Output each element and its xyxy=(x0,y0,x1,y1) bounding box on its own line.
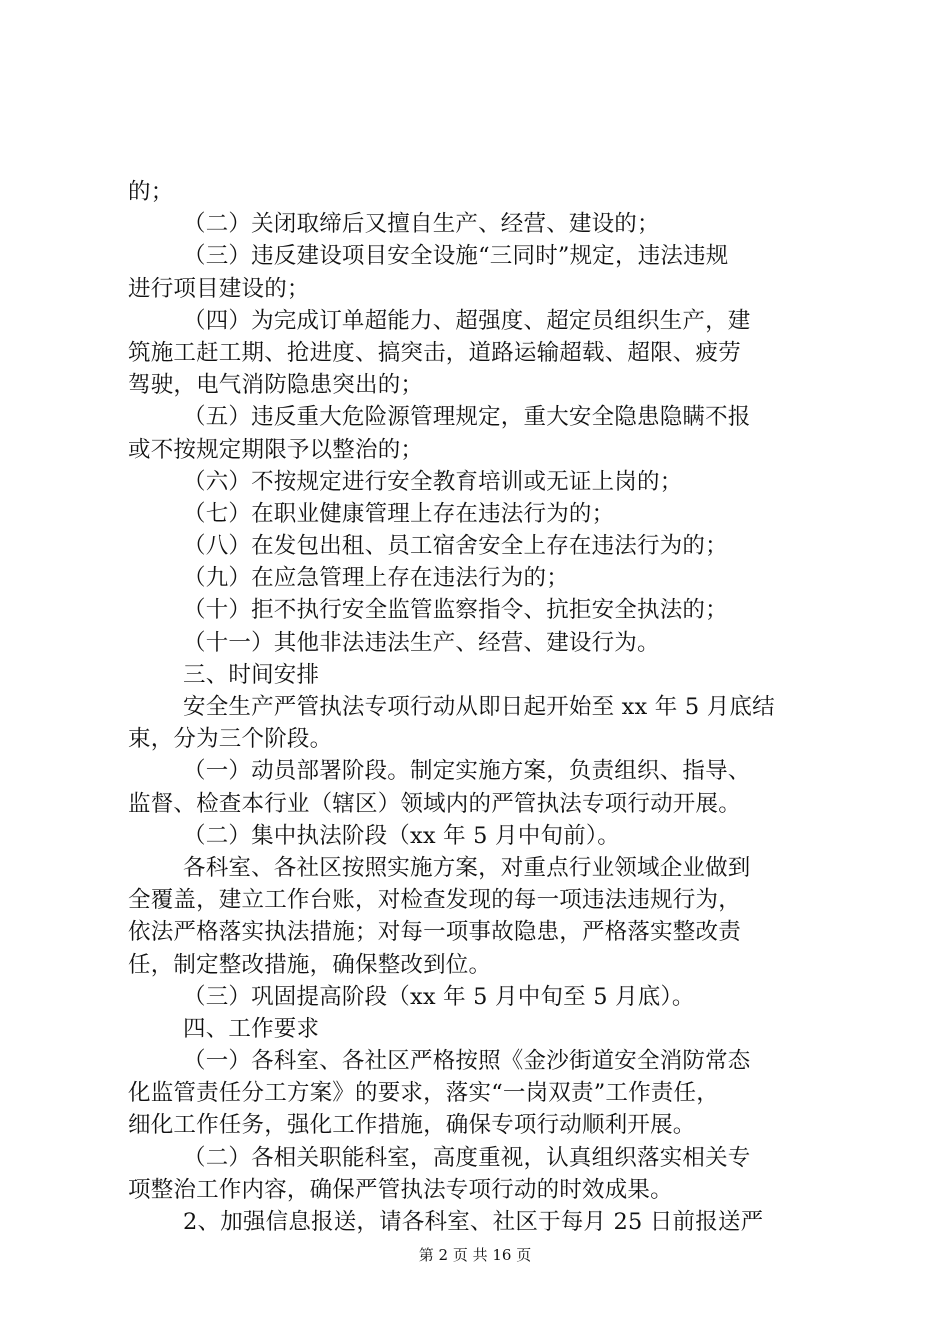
text-line: （五）违反重大危险源管理规定，重大安全隐患隐瞒不报 xyxy=(183,404,751,431)
text-line: （三）巩固提高阶段（xx 年 5 月中旬至 5 月底）。 xyxy=(183,983,695,1010)
text-line: 任，制定整改措施，确保整改到位。 xyxy=(128,951,492,978)
document-body xyxy=(128,176,834,1238)
text-line: 项整治工作内容，确保严管执法专项行动的时效成果。 xyxy=(128,1176,673,1203)
text-line: （二）集中执法阶段（xx 年 5 月中旬前）。 xyxy=(183,822,621,849)
text-line: 的； xyxy=(128,179,174,205)
text-line: 筑施工赶工期、抢进度、搞突击，道路运输超载、超限、疲劳 xyxy=(128,339,741,366)
text-line: （一）各科室、各社区严格按照《金沙街道安全消防常态 xyxy=(183,1048,751,1075)
text-line: 进行项目建设的； xyxy=(128,275,310,302)
text-line: （八）在发包出租、员工宿舍安全上存在违法行为的； xyxy=(183,533,728,560)
text-line: 全覆盖，建立工作台账，对检查发现的每一项违法违规行为， xyxy=(128,887,741,914)
text-line: 细化工作任务，强化工作措施，确保专项行动顺利开展。 xyxy=(128,1112,696,1139)
text-line: （六）不按规定进行安全教育培训或无证上岗的； xyxy=(183,468,683,495)
text-line: （十一）其他非法违法生产、经营、建设行为。 xyxy=(183,629,660,656)
text-line: 各科室、各社区按照实施方案，对重点行业领域企业做到 xyxy=(183,854,751,881)
text-line: 化监管责任分工方案》的要求，落实“一岗双责”工作责任， xyxy=(128,1080,719,1107)
page-number-label: 第 2 页 共 16 页 xyxy=(418,1246,532,1264)
text-line: （一）动员部署阶段。制定实施方案，负责组织、指导、 xyxy=(183,758,751,785)
text-line: （四）为完成订单超能力、超强度、超定员组织生产，建 xyxy=(183,307,751,334)
text-line: 或不按规定期限予以整治的； xyxy=(128,436,424,463)
text-line: （三）违反建设项目安全设施“三同时”规定，违法违规 xyxy=(183,243,729,270)
text-line: 驾驶，电气消防隐患突出的； xyxy=(128,372,424,399)
text-line: （十）拒不执行安全监管监察指令、抗拒安全执法的； xyxy=(183,597,728,624)
text-line: （二）关闭取缔后又擅自生产、经营、建设的； xyxy=(183,211,660,238)
text-line: （二）各相关职能科室，高度重视，认真组织落实相关专 xyxy=(183,1144,751,1171)
page-footer xyxy=(0,1245,950,1265)
section-heading: 四、工作要求 xyxy=(183,1015,320,1042)
text-line: 2、加强信息报送，请各科室、社区于每月 25 日前报送严 xyxy=(183,1209,764,1235)
text-line: （九）在应急管理上存在违法行为的； xyxy=(183,565,569,592)
text-line: 依法严格落实执法措施；对每一项事故隐患，严格落实整改责 xyxy=(128,919,741,946)
text-line: （七）在职业健康管理上存在违法行为的； xyxy=(183,500,615,527)
section-heading: 三、时间安排 xyxy=(183,661,320,688)
text-line: 安全生产严管执法专项行动从即日起开始至 xx 年 5 月底结 xyxy=(183,694,775,720)
text-line: 监督、检查本行业（辖区）领域内的严管执法专项行动开展。 xyxy=(128,790,741,817)
text-line: 束，分为三个阶段。 xyxy=(128,726,333,753)
